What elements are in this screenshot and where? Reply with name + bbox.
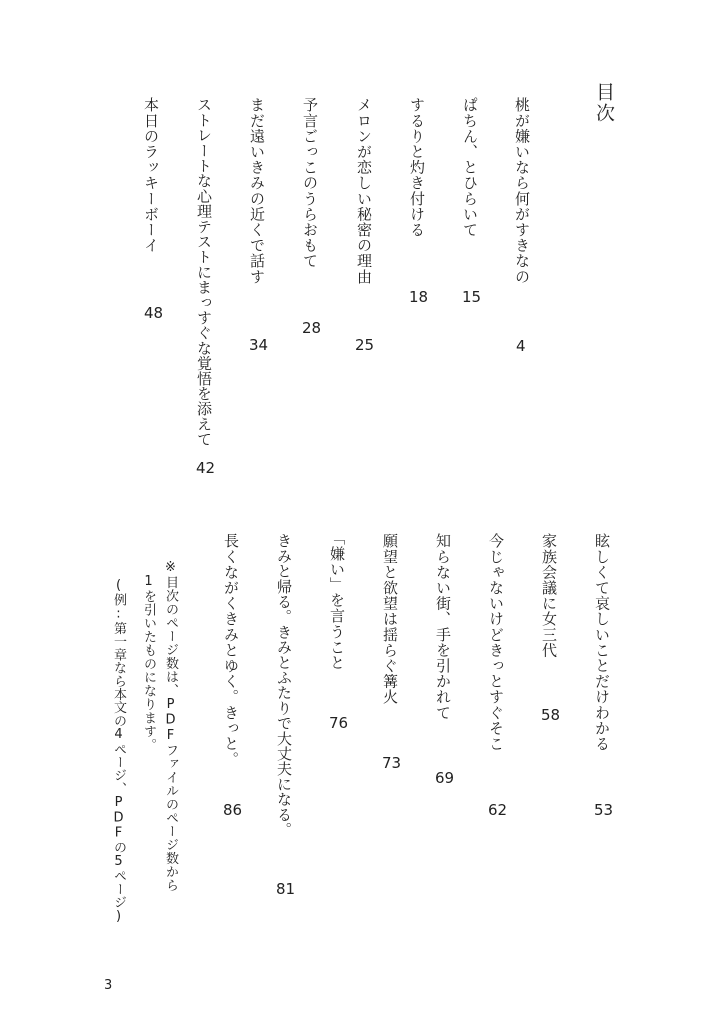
toc-entry-title[interactable]: 家族会議に女三代 [540,533,558,658]
toc-entry-page: 42 [196,459,216,477]
toc-entry-page: 58 [541,706,561,724]
toc-note-line: (例:第一章なら本文の4ページ、PDFの5ページ) [111,578,126,924]
toc-entry-page: 15 [462,288,482,306]
toc-entry-title[interactable]: 「嫌い」を言うこと [328,530,346,671]
toc-entry-title[interactable]: ぱちん、とひらいて [461,97,479,238]
toc-entry-page: 4 [516,337,526,355]
toc-entry-page: 86 [223,801,243,819]
toc-entry-title[interactable]: 本日のラッキーボーイ [142,97,160,253]
toc-entry-page: 62 [488,801,508,819]
toc-entry-title[interactable]: 知らない街、手を引かれて [434,533,452,721]
toc-note-line: 1を引いたものになります。 [141,574,156,752]
toc-entry-title[interactable]: 桃が嫌いなら何がすきなの [513,97,531,285]
toc-entry-title[interactable]: 今じゃないけどきっとすぐそこ [487,533,505,752]
toc-note-line: ※目次のページ数は、PDFファイルのページ数から [163,560,178,892]
toc-entry-title[interactable]: ストレートな心理テストにまっすぐな覚悟を添えて [195,97,213,447]
toc-entry-title[interactable]: 眩しくて哀しいことだけわかる [593,533,611,752]
toc-entry-title[interactable]: 長くながくきみとゆく。きっと。 [222,533,240,767]
toc-entry-title[interactable]: まだ遠いきみの近くで話す [248,97,266,285]
toc-entry-title[interactable]: 願望と欲望は揺らぐ篝火 [381,533,399,705]
toc-entry-page: 48 [144,304,164,322]
toc-entry-page: 73 [382,754,402,772]
toc-title: 目次 [593,82,615,124]
toc-entry-page: 69 [435,769,455,787]
toc-entry-page: 53 [594,801,614,819]
toc-entry-page: 34 [249,336,269,354]
toc-entry-title[interactable]: メロンが恋しい秘密の理由 [355,97,373,285]
toc-entry-page: 76 [329,714,349,732]
toc-entry-title[interactable]: するりと灼き付ける [408,97,426,238]
toc-entry-title[interactable]: 予言ごっこのうらおもて [301,97,319,269]
toc-entry-title[interactable]: きみと帰る。きみとふたりで大丈夫になる。 [275,533,293,837]
toc-entry-page: 28 [302,319,322,337]
toc-entry-page: 18 [409,288,429,306]
page-number: 3 [104,978,113,993]
toc-entry-page: 81 [276,880,296,898]
toc-entry-page: 25 [355,336,375,354]
